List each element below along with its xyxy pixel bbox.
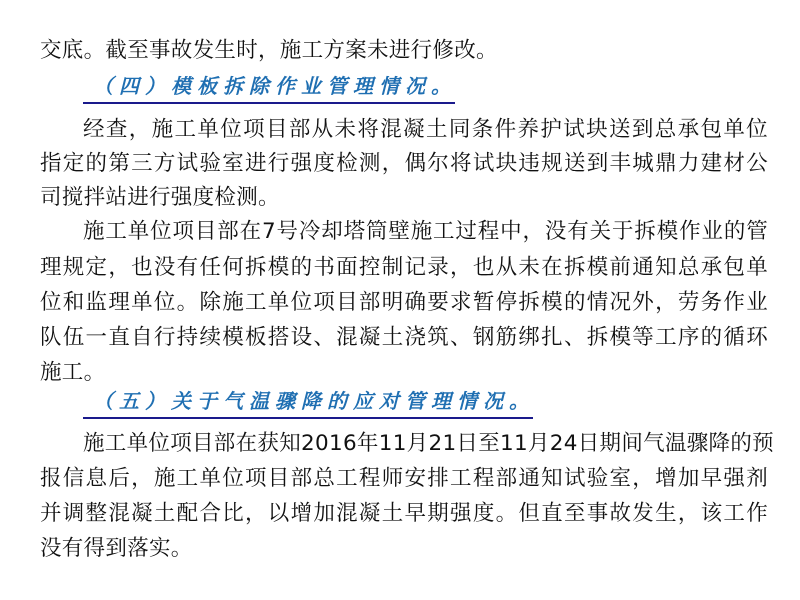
text-line: 报信息后，施工单位项目部总工程师安排工程部通知试验室，增加早强剂 xyxy=(40,466,768,491)
text-line: 理规定，也没有任何拆模的书面控制记录，也从未在拆模前通知总承包单 xyxy=(40,255,768,280)
text-line: 并调整混凝土配合比，以增加混凝土早期强度。但直至事故发生，该工作 xyxy=(40,501,768,526)
text-line: 经查，施工单位项目部从未将混凝土同条件养护试块送到总承包单位 xyxy=(83,117,768,142)
text-line: 施工。 xyxy=(40,360,106,385)
text-line: 施工单位项目部在获知2016年11月21日至11月24日期间气温骤降的预 xyxy=(83,431,774,456)
section-heading-4 xyxy=(83,70,455,104)
text-line: 司搅拌站进行强度检测。 xyxy=(40,185,280,210)
text-line: 施工单位项目部在7号冷却塔筒壁施工过程中，没有关于拆模作业的管 xyxy=(83,219,768,244)
text-line: 指定的第三方试验室进行强度检测，偶尔将试块违规送到丰城鼎力建材公 xyxy=(40,151,768,176)
text-line: 队伍一直自行持续模板搭设、混凝土浇筑、钢筋绑扎、拆模等工序的循环 xyxy=(40,325,768,350)
section-heading-4-underline xyxy=(83,102,455,104)
section-heading-5 xyxy=(83,385,533,419)
section-heading-5-underline xyxy=(83,417,533,419)
text-line: 没有得到落实。 xyxy=(40,536,193,561)
section-heading-4-text: （四）模板拆除作业管理情况。 xyxy=(93,74,457,98)
section-heading-5-text: （五）关于气温骤降的应对管理情况。 xyxy=(93,389,535,413)
text-line: 交底。截至事故发生时，施工方案未进行修改。 xyxy=(40,38,498,63)
text-line: 位和监理单位。除施工单位项目部明确要求暂停拆模的情况外，劳务作业 xyxy=(40,290,768,315)
